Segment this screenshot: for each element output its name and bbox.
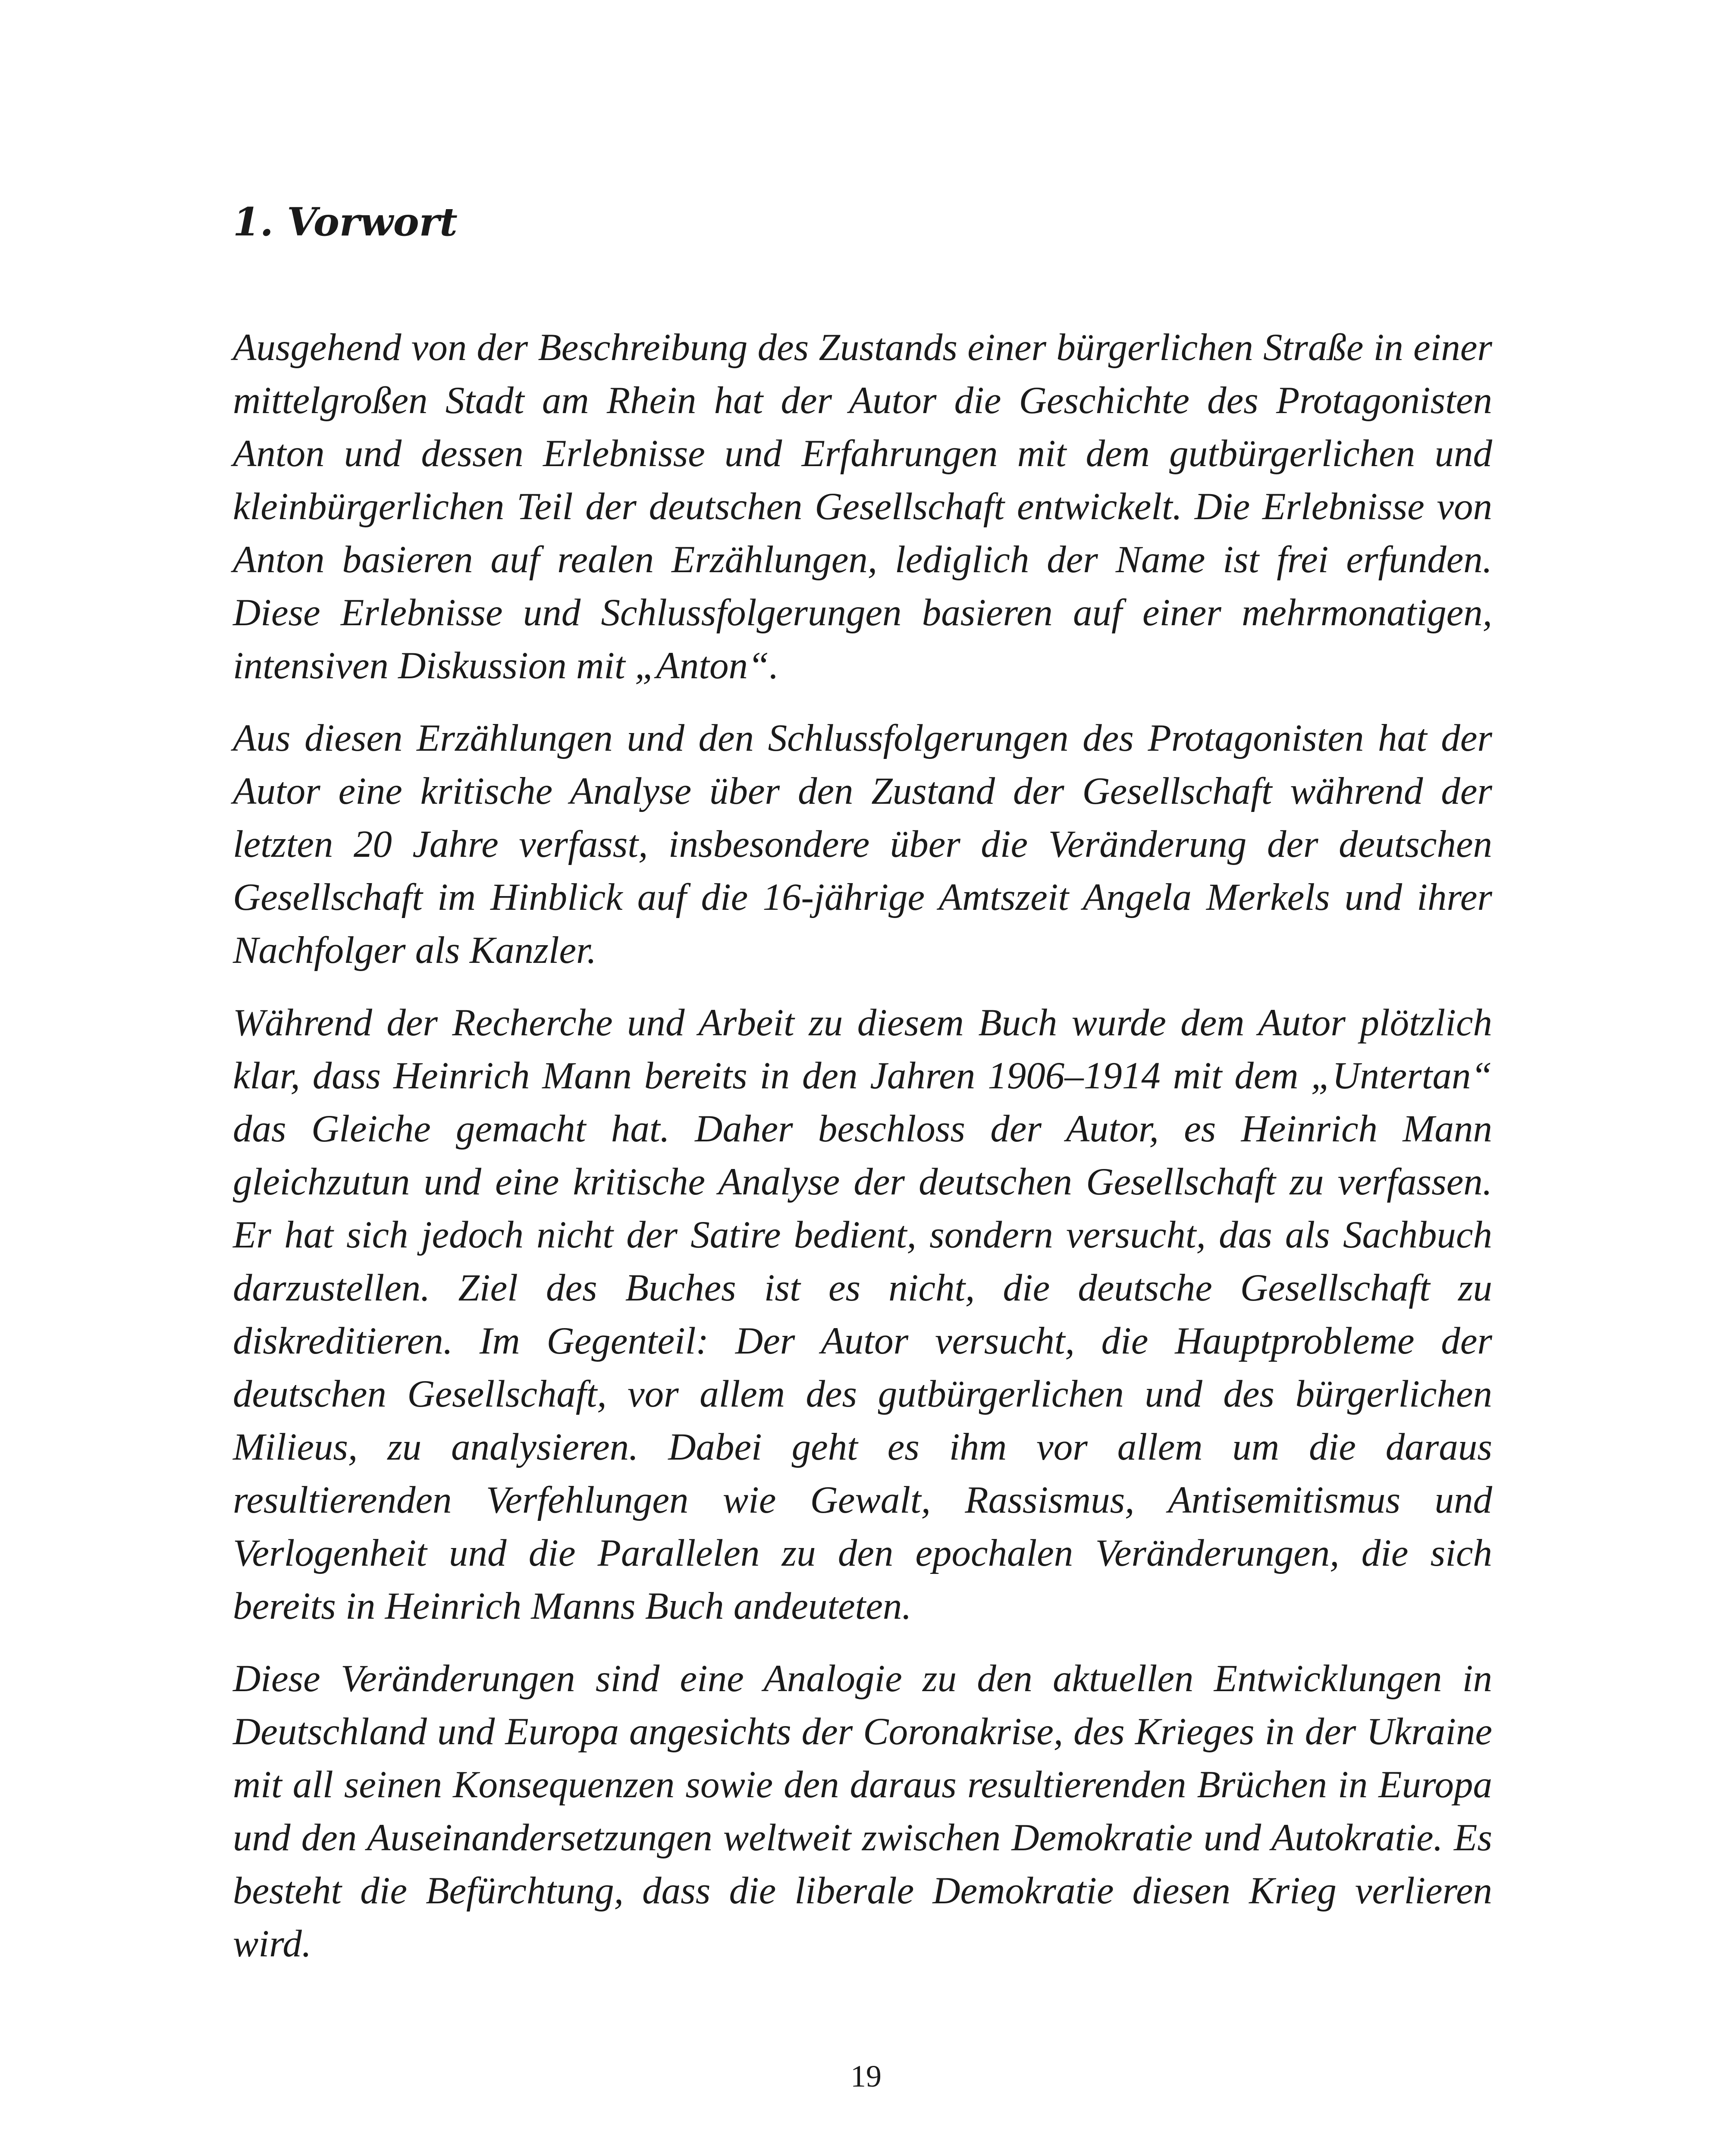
paragraph-2: Aus diesen Erzählungen und den Schlussfolgerungen des Protagonisten hat der Autor eine kritische Analyse über den Zustand der Gesellschaft während der letzten 20 Jahre verfasst, insbesondere über die Veränderung der deutschen Gesellschaft im Hinblick auf die 16-jährige Amtszeit Angela Merkels und ihrer Nachfolger als Kanzler. — [233, 717, 1492, 971]
page-number: 19 — [850, 2059, 882, 2093]
paragraph-1: Ausgehend von der Beschreibung des Zustands einer bürgerlichen Straße in einer mittelgroßen Stadt am Rhein hat der Autor die Geschichte des Protagonisten Anton und dessen Erlebnisse und Erfahrungen mit dem gutbürgerlichen und kleinbürgerlichen Teil der deutschen Gesellschaft entwickelt. Die Erlebnisse von Anton basieren auf realen Erzählungen, lediglich der Name ist frei erfunden. Diese Erlebnisse und Schlussfolgerungen basieren auf einer mehrmonatigen, intensiven Diskussion mit „Anton“. — [233, 326, 1492, 687]
chapter-heading: 1. Vorwort — [233, 199, 458, 245]
body-text — [233, 321, 1492, 1990]
paragraph-4: Diese Veränderungen sind eine Analogie zu den aktuellen Entwicklungen in Deutschland und Europa angesichts der Coronakrise, des Krieges in der Ukraine mit all seinen Konsequenzen sowie den daraus resultierenden Brüchen in Europa und den Auseinandersetzungen weltweit zwischen Demokratie und Autokratie. Es besteht die Befürchtung, dass die liberale Demokratie diesen Krieg verlieren wird. — [233, 1658, 1492, 1965]
paragraph-3: Während der Recherche und Arbeit zu diesem Buch wurde dem Autor plötzlich klar, dass Heinrich Mann bereits in den Jahren 1906–1914 mit dem „Untertan“ das Gleiche gemacht hat. Daher beschloss der Autor, es Heinrich Mann gleichzutun und eine kritische Analyse der deutschen Gesellschaft zu verfassen. Er hat sich jedoch nicht der Satire bedient, sondern versucht, das als Sachbuch darzustellen. Ziel des Buches ist es nicht, die deutsche Gesellschaft zu diskreditieren. Im Gegenteil: Der Autor versucht, die Hauptprobleme der deutschen Gesellschaft, vor allem des gutbürgerlichen und des bürgerlichen Milieus, zu analysieren. Dabei geht es ihm vor allem um die daraus resultierenden Verfehlungen wie Gewalt, Rassismus, Antisemitismus und Verlogenheit und die Parallelen zu den epochalen Veränderungen, die sich bereits in Heinrich Manns Buch andeuteten. — [233, 1002, 1492, 1627]
